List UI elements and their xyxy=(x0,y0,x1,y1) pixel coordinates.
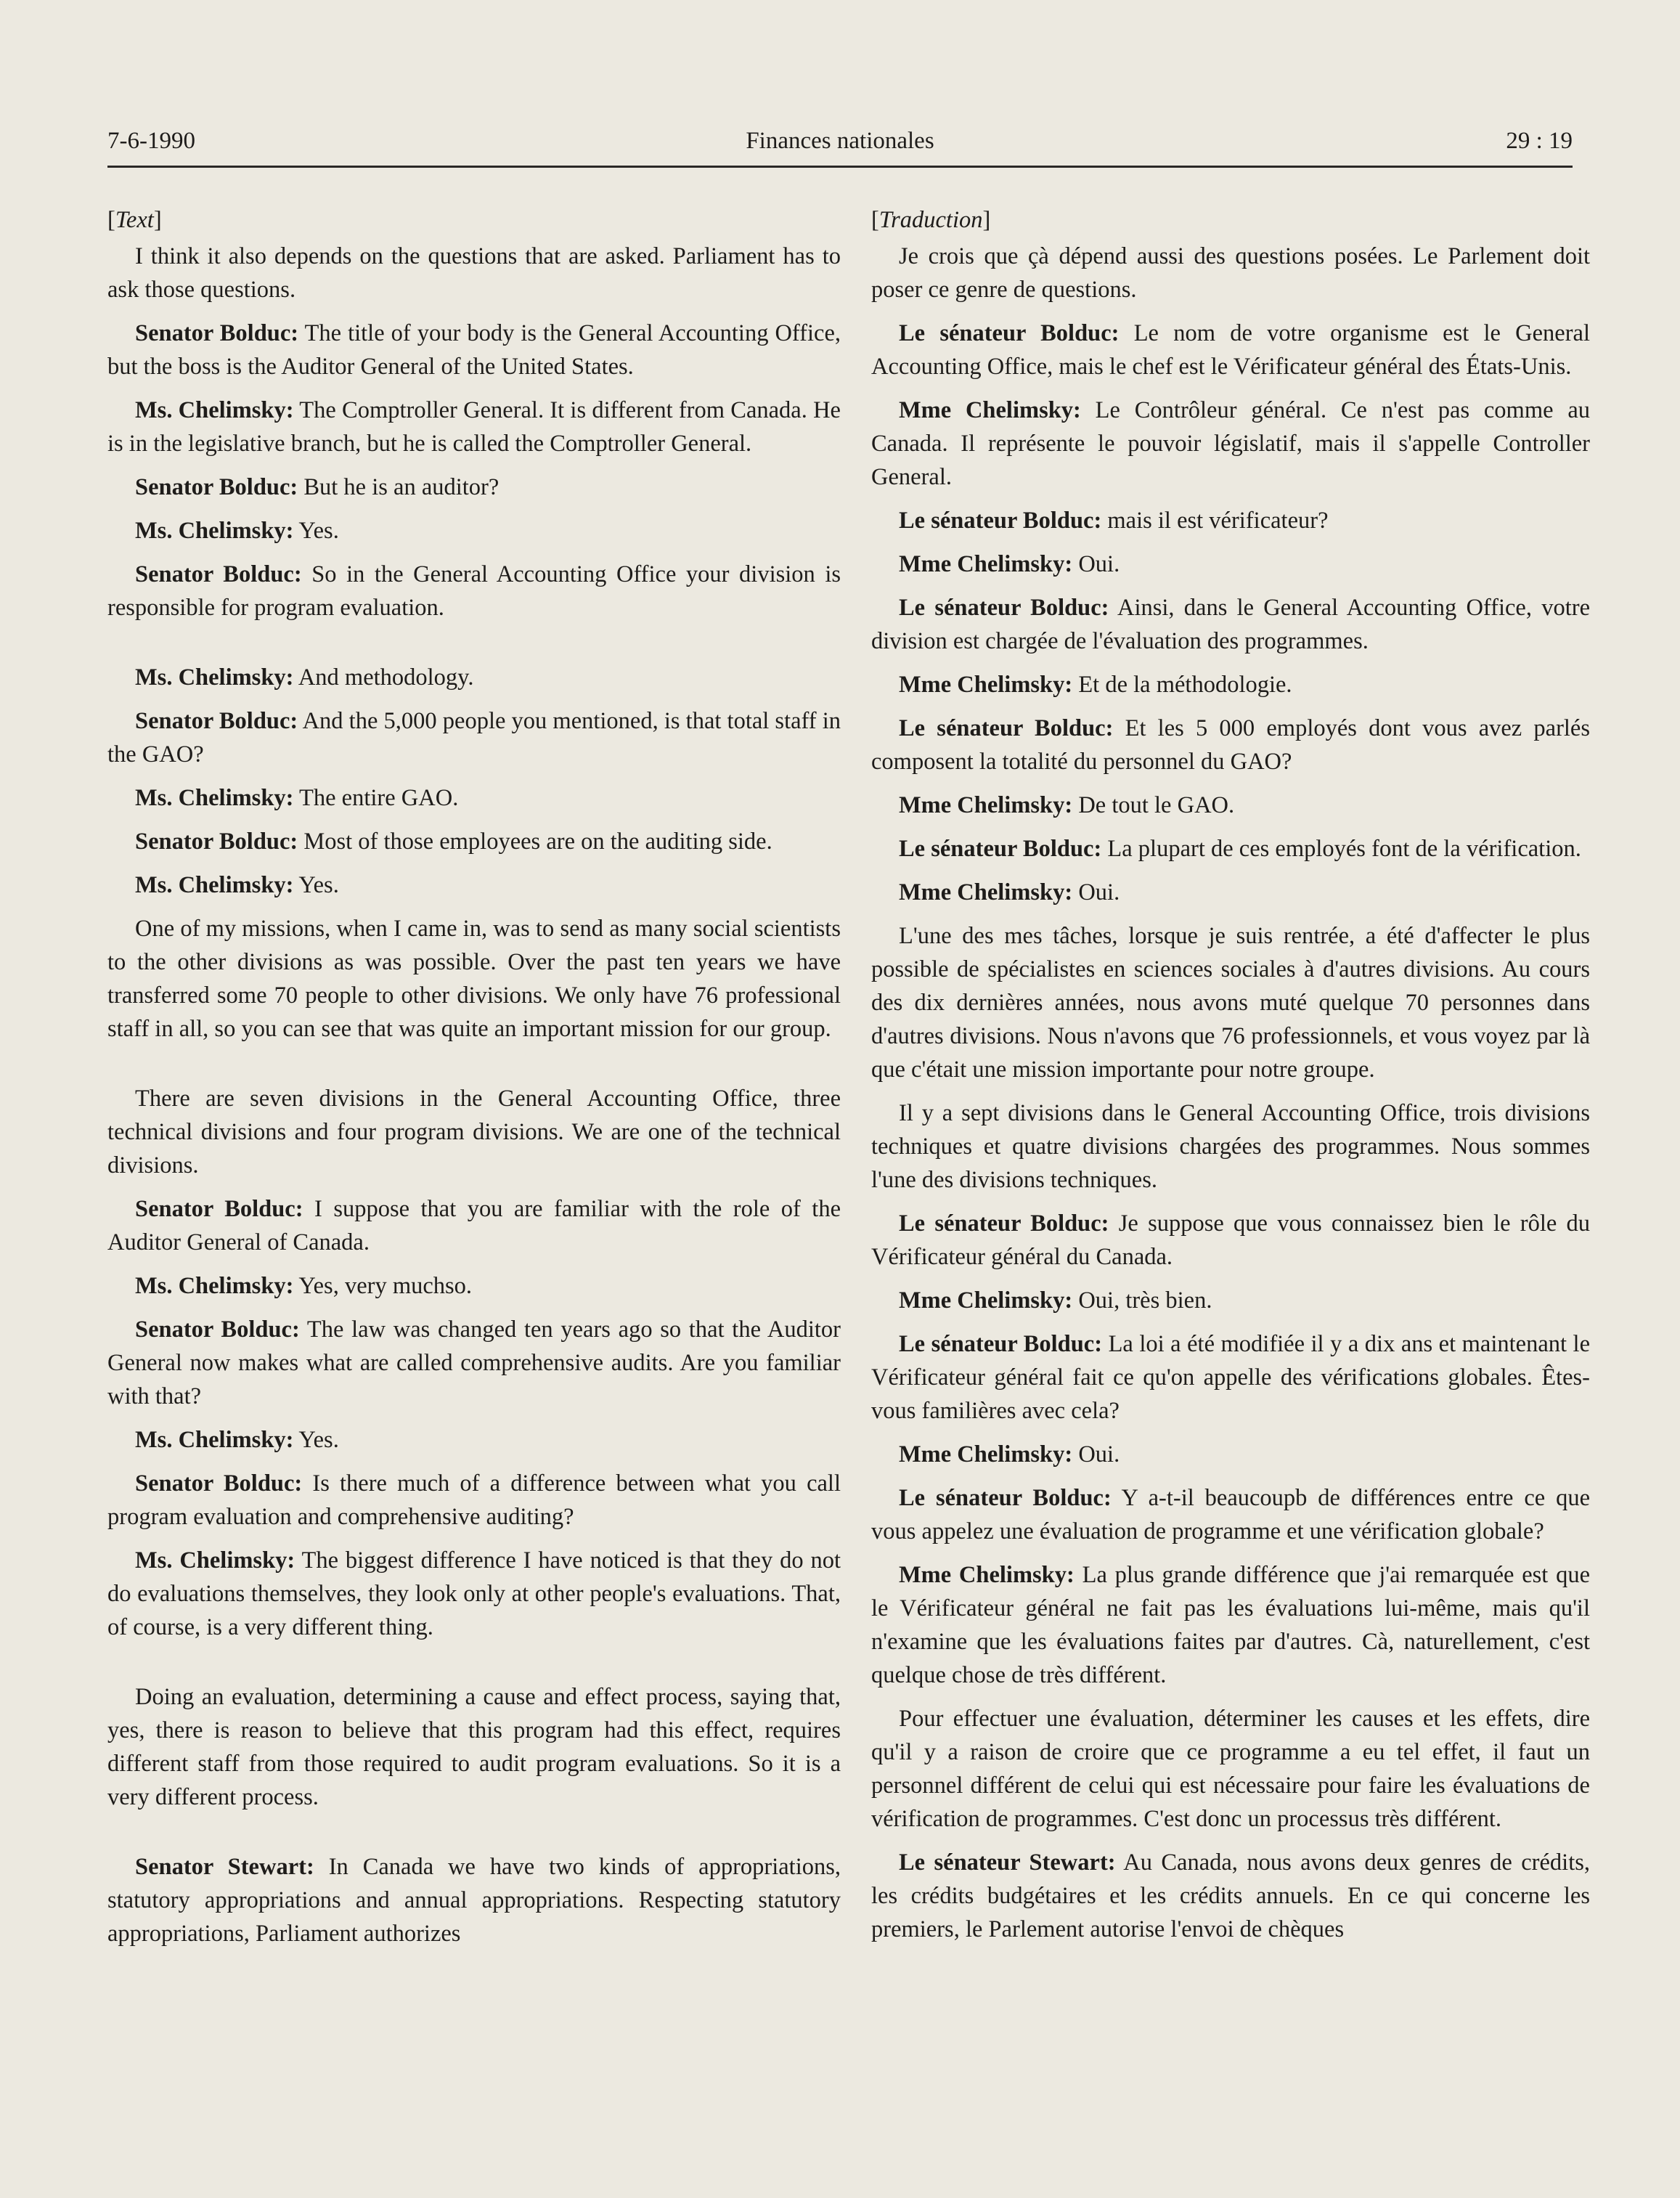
speaker-name: Le sénateur Bolduc: xyxy=(899,1485,1112,1511)
speaker-name: Ms. Chelimsky: xyxy=(135,1547,295,1574)
speaker-name: Le sénateur Stewart: xyxy=(899,1849,1116,1876)
paragraph-text: Ainsi, dans le General Accounting Office, votre division est chargée de l'évaluation des programmes. xyxy=(871,595,1591,654)
speaker-name: Ms. Chelimsky: xyxy=(135,1427,294,1453)
paragraph-text: La plus grande différence que j'ai remarquée est que le Vérificateur général ne fait pas les évaluations lui-même, mais qu'il n'examine que les évaluations faites par d'autres. Cà, naturellement, c'est quelque chose de très différent. xyxy=(871,1562,1591,1688)
paragraph-text: But he is an auditor? xyxy=(303,474,499,500)
speaker-name: Mme Chelimsky: xyxy=(899,1441,1073,1468)
paragraph-text: Is there much of a difference between what you call program evaluation and comprehensive auditing? xyxy=(107,1470,841,1530)
transcript-paragraph xyxy=(871,876,1590,909)
paragraph-text: The title of your body is the General Accounting Office, but the boss is the Auditor General of the United States. xyxy=(107,320,841,380)
speaker-name: Ms. Chelimsky: xyxy=(135,518,294,544)
paragraph-text: The law was changed ten years ago so that the Auditor General now makes what are called comprehensive audits. Are you familiar with that? xyxy=(107,1316,841,1409)
speaker-name: Mme Chelimsky: xyxy=(899,1287,1073,1314)
paragraph-text: And methodology. xyxy=(298,664,474,691)
paragraph-text: Yes. xyxy=(298,872,339,898)
paragraph-text: The biggest difference I have noticed is that they do not do evaluations themselves, they look only at other people's evaluations. That, of course, is a very different thing. xyxy=(107,1547,841,1640)
transcript-paragraph xyxy=(107,240,841,306)
transcript-paragraph xyxy=(107,394,841,460)
paragraph-text: De tout le GAO. xyxy=(1078,792,1235,818)
transcript-paragraph xyxy=(107,704,841,771)
paragraph-text: Au Canada, nous avons deux genres de crédits, les crédits budgétaires et les crédits annuels. En ce qui concerne les premiers, le Parlement autorise l'envoi de chèques xyxy=(871,1849,1590,1942)
language-marker: [Traduction] xyxy=(871,207,991,233)
paragraph-text: Je suppose que vous connaissez bien le rôle du Vérificateur général du Canada. xyxy=(871,1210,1591,1270)
speaker-name: Senator Bolduc: xyxy=(135,320,299,346)
transcript-paragraph xyxy=(107,781,841,815)
speaker-name: Ms. Chelimsky: xyxy=(135,872,294,898)
transcript-paragraph xyxy=(107,1850,841,1950)
transcript-paragraph xyxy=(871,1096,1590,1197)
speaker-name: Senator Bolduc: xyxy=(135,708,298,734)
transcript-paragraph xyxy=(871,317,1590,383)
transcript-paragraph xyxy=(871,712,1590,778)
transcript-paragraph xyxy=(107,514,841,548)
paragraph-text: Je crois que çà dépend aussi des questions posées. Le Parlement doit poser ce genre de questions. xyxy=(871,243,1590,303)
transcript-paragraph xyxy=(107,1192,841,1259)
transcript-paragraph xyxy=(107,1269,841,1303)
speaker-name: Le sénateur Bolduc: xyxy=(899,508,1102,534)
paragraph-text: Oui, très bien. xyxy=(1078,1287,1212,1314)
paragraph-text: Most of those employees are on the auditing side. xyxy=(303,829,772,855)
speaker-name: Senator Bolduc: xyxy=(135,1196,303,1222)
language-marker: [Text] xyxy=(107,207,162,233)
speaker-name: Mme Chelimsky: xyxy=(899,397,1081,423)
english-paragraphs xyxy=(107,240,841,1950)
speaker-name: Mme Chelimsky: xyxy=(899,879,1073,905)
paragraph-text: The entire GAO. xyxy=(299,785,459,811)
speaker-name: Le sénateur Bolduc: xyxy=(899,836,1102,862)
transcript-paragraph xyxy=(871,919,1590,1086)
speaker-name: Mme Chelimsky: xyxy=(899,551,1073,577)
speaker-name: Mme Chelimsky: xyxy=(899,672,1073,698)
paragraph-text: Oui. xyxy=(1078,1441,1120,1468)
transcript-paragraph xyxy=(107,471,841,504)
transcript-paragraph xyxy=(871,1284,1590,1317)
transcript-paragraph xyxy=(871,1207,1590,1274)
paragraph-text: Yes, very muchso. xyxy=(298,1273,473,1299)
paragraph-text: Oui. xyxy=(1078,879,1120,905)
paragraph-text: Y a-t-il beaucoupb de différences entre ce que vous appelez une évaluation de programme et une vérification globale? xyxy=(871,1485,1590,1544)
paragraph-text: I suppose that you are familiar with the role of the Auditor General of Canada. xyxy=(107,1196,841,1255)
paragraph-text: And the 5,000 people you mentioned, is that total staff in the GAO? xyxy=(107,708,841,768)
transcript-paragraph xyxy=(107,912,841,1046)
transcript-paragraph xyxy=(107,1467,841,1534)
paragraph-text: La plupart de ces employés font de la vérification. xyxy=(1107,836,1581,862)
speaker-name: Senator Bolduc: xyxy=(135,1470,303,1497)
paragraph-text: So in the General Accounting Office your division is responsible for program evaluation. xyxy=(107,561,841,621)
transcript-paragraph xyxy=(871,1327,1590,1428)
transcript-paragraph xyxy=(107,317,841,383)
transcript-paragraph xyxy=(107,1680,841,1814)
speaker-name: Le sénateur Bolduc: xyxy=(899,320,1120,346)
transcript-paragraph xyxy=(107,825,841,858)
english-column xyxy=(107,203,841,1961)
speaker-name: Le sénateur Bolduc: xyxy=(899,595,1109,621)
speaker-name: Le sénateur Bolduc: xyxy=(899,1210,1109,1237)
transcript-paragraph xyxy=(871,1846,1590,1946)
transcript-paragraph xyxy=(871,668,1590,701)
transcript-paragraph xyxy=(871,832,1590,866)
paragraph-text: La loi a été modifiée il y a dix ans et maintenant le Vérificateur général fait ce qu'on appelle des vérifications globales. Êtes-vous familières avec cela? xyxy=(871,1331,1591,1424)
transcript-paragraph xyxy=(871,789,1590,822)
transcript-paragraph xyxy=(107,1544,841,1644)
paragraph-text: The Comptroller General. It is different from Canada. He is in the legislative branch, but he is called the Comptroller General. xyxy=(107,397,841,457)
paragraph-text: Yes. xyxy=(298,518,339,544)
paragraph-text: There are seven divisions in the General Accounting Office, three technical divisions and four program divisions. We are one of the technical divisions. xyxy=(107,1086,841,1179)
speaker-name: Ms. Chelimsky: xyxy=(135,785,294,811)
paragraph-text: L'une des mes tâches, lorsque je suis rentrée, a été d'affecter le plus possible de spécialistes en sciences sociales à d'autres divisions. Au cours des dix dernières années, nous avons muté quelque 70 personnes dans d'autres divisions. Nous n'avons que 76 professionnels, et vous voyez par là que c'était une mission importante pour notre groupe. xyxy=(871,923,1590,1083)
header-title: Finances nationales xyxy=(746,128,934,154)
transcript-paragraph xyxy=(871,1702,1590,1836)
paragraph-text: Il y a sept divisions dans le General Accounting Office, trois divisions techniques et quatre divisions chargées des programmes. Nous sommes l'une des divisions techniques. xyxy=(871,1100,1590,1193)
speaker-name: Senator Bolduc: xyxy=(135,829,298,855)
speaker-name: Ms. Chelimsky: xyxy=(135,664,294,691)
paragraph-text: In Canada we have two kinds of appropriations, statutory appropriations and annual appropriations. Respecting statutory appropriations, Parliament authorizes xyxy=(107,1854,841,1947)
speaker-name: Ms. Chelimsky: xyxy=(135,397,294,423)
transcript-paragraph xyxy=(107,661,841,694)
paragraph-text: Et les 5 000 employés dont vous avez parlés composent la totalité du personnel du GAO? xyxy=(871,715,1591,775)
header-date: 7-6-1990 xyxy=(107,128,195,154)
transcript-paragraph xyxy=(871,1558,1590,1692)
paragraph-text: Yes. xyxy=(298,1427,339,1453)
paragraph-text: Doing an evaluation, determining a cause and effect process, saying that, yes, there is reason to believe that this program had this effect, requires different staff from those required to audit program evaluations. So it is a very different process. xyxy=(107,1684,841,1810)
speaker-name: Mme Chelimsky: xyxy=(899,1562,1075,1588)
page-header xyxy=(107,122,1573,168)
speaker-name: Senator Bolduc: xyxy=(135,1316,300,1343)
paragraph-text: I think it also depends on the questions that are asked. Parliament has to ask those questions. xyxy=(107,243,841,303)
french-column xyxy=(871,203,1590,1956)
transcript-paragraph xyxy=(107,868,841,902)
transcript-paragraph xyxy=(107,1423,841,1457)
transcript-paragraph xyxy=(871,591,1590,658)
paragraph-text: mais il est vérificateur? xyxy=(1107,508,1329,534)
transcript-paragraph xyxy=(107,1313,841,1413)
transcript-paragraph xyxy=(871,1481,1590,1548)
speaker-name: Le sénateur Bolduc: xyxy=(899,715,1114,741)
transcript-paragraph xyxy=(871,1438,1590,1471)
paragraph-text: Et de la méthodologie. xyxy=(1078,672,1292,698)
transcript-paragraph xyxy=(107,558,841,624)
transcript-paragraph xyxy=(871,240,1590,306)
paragraph-text: Le nom de votre organisme est le General Accounting Office, mais le chef est le Vérificateur général des États-Unis. xyxy=(871,320,1590,380)
french-paragraphs xyxy=(871,240,1590,1946)
speaker-name: Senator Bolduc: xyxy=(135,561,302,587)
speaker-name: Mme Chelimsky: xyxy=(899,792,1073,818)
transcript-paragraph xyxy=(871,548,1590,581)
speaker-name: Senator Stewart: xyxy=(135,1854,314,1880)
paragraph-text: Pour effectuer une évaluation, déterminer les causes et les effets, dire qu'il y a raison de croire que ce programme a eu tel effet, il faut un personnel différent de celui qui est nécessaire pour faire les évaluations de vérification de programmes. C'est donc un processus très différent. xyxy=(871,1706,1590,1832)
transcript-paragraph xyxy=(107,1082,841,1182)
paragraph-text: Oui. xyxy=(1078,551,1120,577)
paragraph-text: One of my missions, when I came in, was to send as many social scientists to the other divisions as was possible. Over the past ten years we have transferred some 70 people to other divisions. We only have 76 professional staff in all, so you can see that was quite an important mission for our group. xyxy=(107,916,841,1042)
paragraph-text: Le Contrôleur général. Ce n'est pas comme au Canada. Il représente le pouvoir législatif, mais il s'appelle Controller General. xyxy=(871,397,1591,490)
speaker-name: Ms. Chelimsky: xyxy=(135,1273,294,1299)
speaker-name: Senator Bolduc: xyxy=(135,474,298,500)
transcript-paragraph xyxy=(871,504,1590,537)
header-page-number: 29 : 19 xyxy=(1506,128,1573,154)
transcript-paragraph xyxy=(871,394,1590,494)
speaker-name: Le sénateur Bolduc: xyxy=(899,1331,1103,1357)
